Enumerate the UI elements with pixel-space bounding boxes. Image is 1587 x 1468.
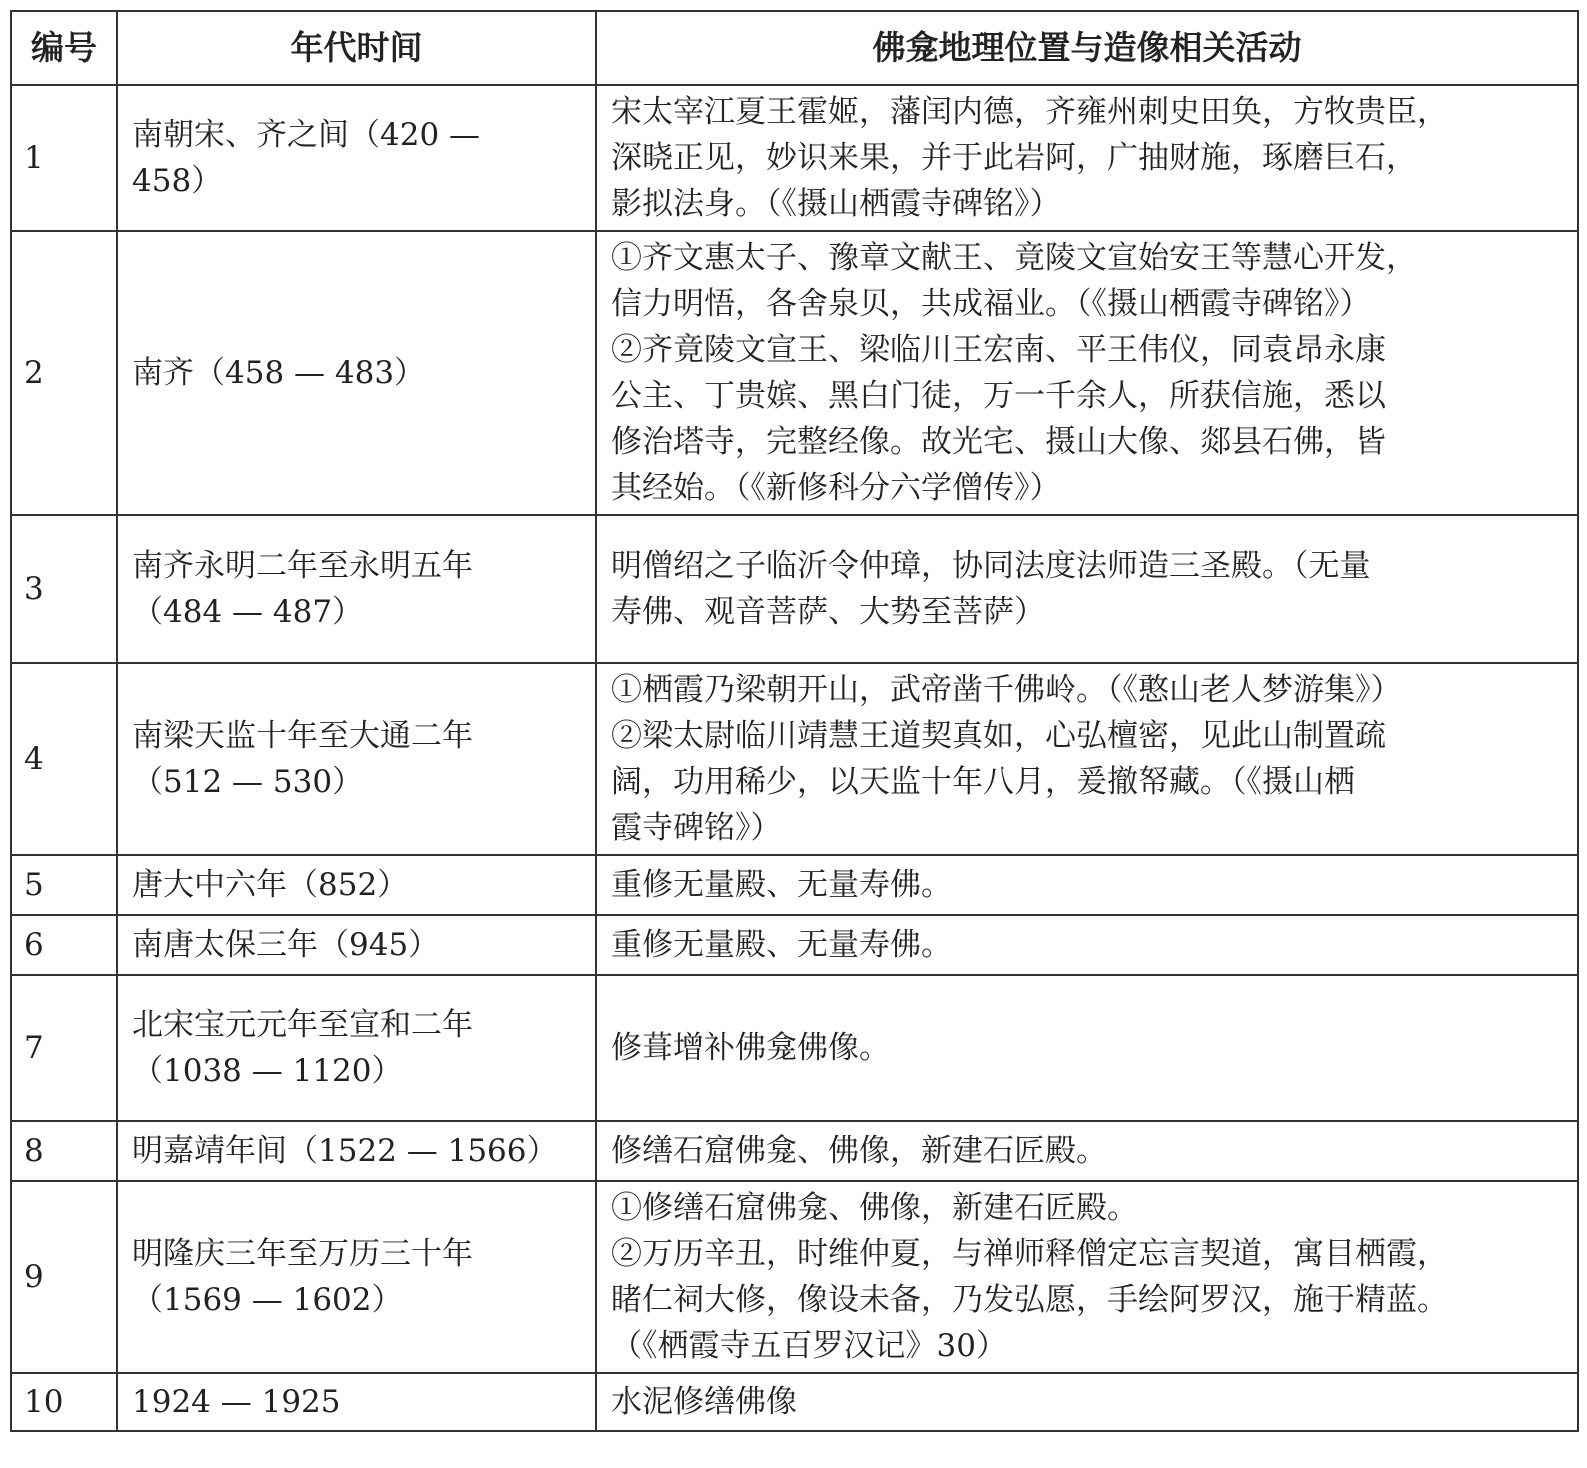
period-line: （1038 — 1120）	[132, 1053, 403, 1089]
period-line: 南唐太保三年（945）	[132, 927, 440, 963]
row-activity	[596, 1373, 1578, 1431]
period-line: 明嘉靖年间（1522 — 1566）	[132, 1133, 558, 1169]
activity-line: ②齐竟陵文宣王、梁临川王宏南、平王伟仪，同袁昂永康	[611, 332, 1386, 368]
row-no: 5	[11, 855, 117, 915]
period-line: 南齐永明二年至永明五年	[132, 548, 473, 584]
activity-line: 水泥修缮佛像	[611, 1384, 797, 1420]
activity-line: ①修缮石窟佛龛、佛像，新建石匠殿。	[611, 1190, 1138, 1226]
activity-line: ②万历辛丑，时维仲夏，与禅师释僧定忘言契道，寓目栖霞，	[611, 1236, 1448, 1272]
row-activity	[596, 663, 1578, 855]
table-row	[11, 915, 1578, 975]
table-row	[11, 515, 1578, 663]
row-no: 9	[11, 1181, 117, 1373]
table-row	[11, 1121, 1578, 1181]
table-row	[11, 1373, 1578, 1431]
activity-line: ①栖霞乃梁朝开山，武帝凿千佛岭。（《憨山老人梦游集》）	[611, 672, 1402, 708]
activity-line: 信力明悟，各舍泉贝，共成福业。（《摄山栖霞寺碑铭》）	[611, 286, 1371, 322]
period-line: （1569 — 1602）	[132, 1282, 403, 1318]
row-activity	[596, 855, 1578, 915]
activity-line: 深晓正见，妙识来果，并于此岩阿，广抽财施，琢磨巨石，	[611, 140, 1417, 176]
table-row	[11, 1181, 1578, 1373]
table-row	[11, 85, 1578, 231]
activity-line: 寿佛、观音菩萨、大势至菩萨）	[611, 594, 1045, 630]
row-activity	[596, 85, 1578, 231]
activity-line: 修葺增补佛龛佛像。	[611, 1030, 890, 1066]
activity-line: （《栖霞寺五百罗汉记》30）	[611, 1328, 1007, 1364]
activity-line: 明僧绍之子临沂令仲璋，协同法度法师造三圣殿。（无量	[611, 548, 1371, 584]
header-period: 年代时间	[117, 11, 596, 85]
row-period	[117, 515, 596, 663]
period-line: 南朝宋、齐之间（420 —	[132, 117, 481, 153]
header-activity: 佛龛地理位置与造像相关活动	[596, 11, 1578, 85]
row-activity	[596, 975, 1578, 1121]
row-no: 1	[11, 85, 117, 231]
row-period	[117, 855, 596, 915]
period-line: （512 — 530）	[132, 764, 364, 800]
row-period	[117, 663, 596, 855]
activity-line: 睹仁祠大修，像设未备，乃发弘愿，手绘阿罗汉，施于精蓝。	[611, 1282, 1448, 1318]
row-activity	[596, 231, 1578, 515]
activity-line: 宋太宰江夏王霍姬，藩闰内德，齐雍州刺史田奂，方牧贵臣，	[611, 94, 1448, 130]
activity-line: 影拟法身。（《摄山栖霞寺碑铭》）	[611, 186, 1061, 222]
row-no: 8	[11, 1121, 117, 1181]
row-no: 4	[11, 663, 117, 855]
row-period	[117, 915, 596, 975]
activity-line: 其经始。（《新修科分六学僧传》）	[611, 470, 1061, 506]
header-no: 编号	[11, 11, 117, 85]
activity-line: 修治塔寺，完整经像。故光宅、摄山大像、郯县石佛，皆	[611, 424, 1386, 460]
table-row	[11, 975, 1578, 1121]
row-period	[117, 1373, 596, 1431]
history-table	[10, 10, 1579, 1432]
activity-line: 重修无量殿、无量寿佛。	[611, 927, 952, 963]
row-no: 2	[11, 231, 117, 515]
period-line: 唐大中六年（852）	[132, 867, 409, 903]
table-row	[11, 663, 1578, 855]
row-period	[117, 85, 596, 231]
row-period	[117, 231, 596, 515]
activity-line: ②梁太尉临川靖慧王道契真如，心弘檀密，见此山制置疏	[611, 718, 1386, 754]
period-line: 南梁天监十年至大通二年	[132, 718, 473, 754]
period-line: （484 — 487）	[132, 594, 364, 630]
row-activity	[596, 915, 1578, 975]
row-activity	[596, 515, 1578, 663]
row-no: 10	[11, 1373, 117, 1431]
activity-line: ①齐文惠太子、豫章文献王、竟陵文宣始安王等慧心开发，	[611, 240, 1417, 276]
row-period	[117, 1121, 596, 1181]
activity-line: 修缮石窟佛龛、佛像，新建石匠殿。	[611, 1133, 1107, 1169]
row-period	[117, 1181, 596, 1373]
row-no: 6	[11, 915, 117, 975]
table-header-row	[11, 11, 1578, 85]
period-line: 北宋宝元元年至宣和二年	[132, 1007, 473, 1043]
period-line: 南齐（458 — 483）	[132, 355, 426, 391]
activity-line: 重修无量殿、无量寿佛。	[611, 867, 952, 903]
table-row	[11, 231, 1578, 515]
period-line: 明隆庆三年至万历三十年	[132, 1236, 473, 1272]
activity-line: 阔，功用稀少，以天监十年八月，爰撤帑藏。（《摄山栖	[611, 764, 1355, 800]
row-no: 3	[11, 515, 117, 663]
row-no: 7	[11, 975, 117, 1121]
table-row	[11, 855, 1578, 915]
period-line: 1924 — 1925	[132, 1384, 341, 1420]
document-page	[10, 10, 1577, 1432]
activity-line: 霞寺碑铭》）	[611, 810, 782, 846]
period-line: 458）	[132, 163, 223, 199]
activity-line: 公主、丁贵嫔、黑白门徒，万一千余人，所获信施，悉以	[611, 378, 1386, 414]
row-activity	[596, 1121, 1578, 1181]
row-period	[117, 975, 596, 1121]
row-activity	[596, 1181, 1578, 1373]
